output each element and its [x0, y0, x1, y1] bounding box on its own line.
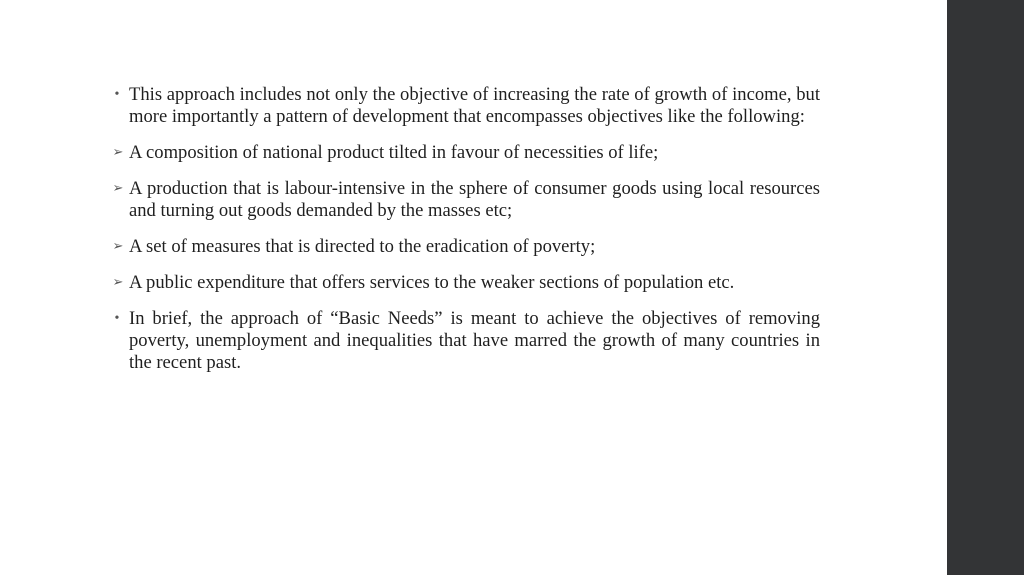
arrow-item-production — [110, 178, 820, 222]
arrow-item-composition — [110, 142, 820, 164]
bullet-text: This approach includes not only the objective of increasing the rate of growth of income, but more importantly a pattern of development that encompasses objectives like the following: — [129, 84, 820, 127]
bullet-text: A composition of national product tilted in favour of necessities of life; — [129, 142, 659, 163]
bullet-item-approach — [110, 84, 820, 128]
arrow-item-measures — [110, 236, 820, 258]
bullet-dot-icon: • — [114, 87, 120, 102]
arrow-bullet-icon: ➢ — [112, 144, 124, 159]
bullet-dot-icon: • — [114, 311, 120, 326]
bullet-text: A public expenditure that offers services to the weaker sections of population etc. — [129, 272, 735, 293]
bullet-text: In brief, the approach of “Basic Needs” is meant to achieve the objectives of removing poverty, unemployment and inequalities that have marred the growth of many countries in the recent past. — [129, 308, 820, 373]
bullet-text: A set of measures that is directed to the eradication of poverty; — [129, 236, 596, 257]
slide-content — [110, 84, 820, 388]
arrow-bullet-icon: ➢ — [112, 180, 124, 195]
arrow-bullet-icon: ➢ — [112, 238, 124, 253]
bullet-item-in-brief — [110, 308, 820, 374]
side-accent-bar — [947, 0, 1024, 575]
arrow-item-expenditure — [110, 272, 820, 294]
bullet-text: A production that is labour-intensive in the sphere of consumer goods using local resources and turning out goods demanded by the masses etc; — [129, 178, 820, 221]
arrow-bullet-icon: ➢ — [112, 274, 124, 289]
